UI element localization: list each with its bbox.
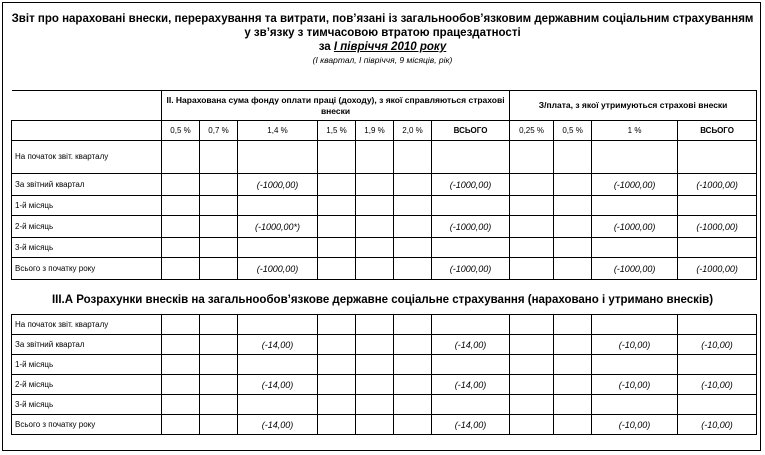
value-cell[interactable]: (-10,00)	[678, 335, 757, 355]
row-label: 2-й місяць	[12, 216, 162, 238]
rate-header-cell: 0,5 %	[162, 121, 200, 141]
value-cell[interactable]	[356, 315, 394, 335]
rate-label-cell	[12, 121, 162, 141]
value-cell[interactable]	[200, 196, 238, 216]
row-label: На початок звіт. кварталу	[12, 315, 162, 335]
table-row	[12, 238, 757, 258]
rate-header-cell: 1 %	[592, 121, 678, 141]
value-cell[interactable]	[238, 196, 318, 216]
value-cell[interactable]	[200, 375, 238, 395]
row-label: За звітний квартал	[12, 174, 162, 196]
value-cell[interactable]	[394, 315, 432, 335]
value-cell[interactable]	[318, 315, 356, 335]
value-cell[interactable]: (-1000,00)	[592, 216, 678, 238]
value-cell[interactable]	[554, 174, 592, 196]
value-cell[interactable]	[356, 335, 394, 355]
value-cell[interactable]	[318, 258, 356, 280]
value-cell[interactable]	[162, 375, 200, 395]
rate-header-cell: ВСЬОГО	[678, 121, 757, 141]
value-cell[interactable]	[554, 216, 592, 238]
value-cell[interactable]	[356, 395, 394, 415]
value-cell[interactable]	[510, 141, 554, 174]
value-cell[interactable]: (-1000,00)	[432, 216, 510, 238]
value-cell[interactable]	[200, 216, 238, 238]
corner-cell	[12, 91, 162, 121]
value-cell[interactable]	[356, 375, 394, 395]
value-cell[interactable]: (-1000,00*)	[238, 216, 318, 238]
value-cell[interactable]: (-10,00)	[592, 375, 678, 395]
value-cell[interactable]	[510, 238, 554, 258]
table-row	[12, 355, 757, 375]
group2-header: З/плата, з якої утримуються страхові внески	[510, 91, 757, 121]
value-cell[interactable]	[238, 355, 318, 375]
value-cell[interactable]	[510, 335, 554, 355]
value-cell[interactable]	[356, 174, 394, 196]
value-cell[interactable]	[554, 238, 592, 258]
value-cell[interactable]	[592, 355, 678, 375]
value-cell[interactable]	[200, 238, 238, 258]
value-cell[interactable]	[510, 395, 554, 415]
value-cell[interactable]	[162, 335, 200, 355]
value-cell[interactable]	[678, 315, 757, 335]
value-cell[interactable]	[510, 174, 554, 196]
value-cell[interactable]	[200, 258, 238, 280]
value-cell[interactable]	[592, 238, 678, 258]
value-cell[interactable]: (-1000,00)	[678, 216, 757, 238]
value-cell[interactable]	[394, 174, 432, 196]
value-cell[interactable]	[394, 395, 432, 415]
value-cell[interactable]	[510, 196, 554, 216]
value-cell[interactable]	[318, 216, 356, 238]
value-cell[interactable]	[318, 355, 356, 375]
value-cell[interactable]	[678, 141, 757, 174]
value-cell[interactable]	[318, 141, 356, 174]
value-cell[interactable]	[394, 375, 432, 395]
value-cell[interactable]	[394, 415, 432, 435]
value-cell[interactable]: (-1000,00)	[238, 258, 318, 280]
value-cell[interactable]	[162, 258, 200, 280]
value-cell[interactable]	[238, 315, 318, 335]
value-cell[interactable]	[162, 315, 200, 335]
table-row	[12, 415, 757, 435]
value-cell[interactable]	[394, 216, 432, 238]
value-cell[interactable]	[554, 335, 592, 355]
value-cell[interactable]	[554, 375, 592, 395]
value-cell[interactable]: (-10,00)	[592, 335, 678, 355]
table-row	[12, 335, 757, 355]
rate-header-cell: 0,7 %	[200, 121, 238, 141]
value-cell[interactable]: (-1000,00)	[678, 174, 757, 196]
value-cell[interactable]	[510, 415, 554, 435]
value-cell[interactable]	[394, 141, 432, 174]
value-cell[interactable]	[592, 141, 678, 174]
value-cell[interactable]	[592, 196, 678, 216]
value-cell[interactable]: (-1000,00)	[592, 258, 678, 280]
rate-header-cell: 2,0 %	[394, 121, 432, 141]
value-cell[interactable]	[394, 238, 432, 258]
value-cell[interactable]: (-10,00)	[678, 375, 757, 395]
title-period-prefix: за	[318, 41, 334, 53]
value-cell[interactable]	[162, 196, 200, 216]
value-cell[interactable]	[394, 355, 432, 375]
value-cell[interactable]	[238, 238, 318, 258]
value-cell[interactable]	[200, 355, 238, 375]
value-cell[interactable]: (-10,00)	[592, 415, 678, 435]
value-cell[interactable]: (-1000,00)	[592, 174, 678, 196]
value-cell[interactable]	[678, 355, 757, 375]
table-row	[12, 174, 757, 196]
table-row	[12, 375, 757, 395]
value-cell[interactable]	[432, 395, 510, 415]
value-cell[interactable]	[510, 355, 554, 375]
value-cell[interactable]	[432, 238, 510, 258]
value-cell[interactable]: (-1000,00)	[432, 258, 510, 280]
row-label: За звітний квартал	[12, 335, 162, 355]
value-cell[interactable]	[238, 395, 318, 415]
value-cell[interactable]	[318, 335, 356, 355]
group1-header: II. Нарахована сума фонду оплати праці (доходу), з якої справляються страхові внески	[162, 91, 510, 121]
value-cell[interactable]	[162, 174, 200, 196]
value-cell[interactable]	[200, 141, 238, 174]
value-cell[interactable]: (-1000,00)	[432, 174, 510, 196]
rate-header-cell: 1,5 %	[318, 121, 356, 141]
value-cell[interactable]	[356, 216, 394, 238]
value-cell[interactable]	[356, 238, 394, 258]
value-cell[interactable]	[162, 141, 200, 174]
table-row	[12, 315, 757, 335]
title-period-line	[0, 40, 765, 54]
value-cell[interactable]: (-1000,00)	[238, 174, 318, 196]
value-cell[interactable]	[554, 395, 592, 415]
value-cell[interactable]	[318, 395, 356, 415]
value-cell[interactable]	[162, 415, 200, 435]
value-cell[interactable]	[554, 355, 592, 375]
value-cell[interactable]	[554, 258, 592, 280]
value-cell[interactable]: (-1000,00)	[678, 258, 757, 280]
row-label: На початок звіт. кварталу	[12, 141, 162, 174]
table-row	[12, 141, 757, 174]
value-cell[interactable]	[162, 395, 200, 415]
title-period-hint: (I квартал, I півріччя, 9 місяців, рік)	[312, 55, 453, 65]
value-cell[interactable]	[394, 335, 432, 355]
value-cell[interactable]	[554, 196, 592, 216]
row-label: Всього з початку року	[12, 415, 162, 435]
value-cell[interactable]	[162, 355, 200, 375]
rate-header-cell: 0,25 %	[510, 121, 554, 141]
title-line-2: у зв’язку з тимчасовою втратою працездатності	[244, 27, 521, 39]
value-cell[interactable]	[318, 196, 356, 216]
value-cell[interactable]	[356, 258, 394, 280]
value-cell[interactable]	[432, 315, 510, 335]
value-cell[interactable]	[200, 415, 238, 435]
value-cell[interactable]	[432, 196, 510, 216]
value-cell[interactable]: (-14,00)	[238, 335, 318, 355]
rate-header-cell: 0,5 %	[554, 121, 592, 141]
value-cell[interactable]	[678, 238, 757, 258]
value-cell[interactable]	[394, 196, 432, 216]
value-cell[interactable]	[356, 141, 394, 174]
row-label: Всього з початку року	[12, 258, 162, 280]
value-cell[interactable]	[356, 415, 394, 435]
value-cell[interactable]	[592, 395, 678, 415]
row-label: 1-й місяць	[12, 355, 162, 375]
contributions-table	[11, 314, 757, 435]
value-cell[interactable]	[510, 258, 554, 280]
value-cell[interactable]	[510, 216, 554, 238]
value-cell[interactable]: (-14,00)	[238, 415, 318, 435]
table-row	[12, 216, 757, 238]
value-cell[interactable]	[200, 395, 238, 415]
value-cell[interactable]	[592, 315, 678, 335]
value-cell[interactable]: (-14,00)	[432, 415, 510, 435]
value-cell[interactable]: (-14,00)	[432, 375, 510, 395]
row-label: 2-й місяць	[12, 375, 162, 395]
table-row	[12, 258, 757, 280]
value-cell[interactable]	[318, 174, 356, 196]
table-row	[12, 196, 757, 216]
value-cell[interactable]	[554, 415, 592, 435]
value-cell[interactable]	[356, 196, 394, 216]
title-period: I півріччя 2010 року	[333, 41, 447, 53]
value-cell[interactable]	[554, 141, 592, 174]
value-cell[interactable]	[200, 174, 238, 196]
row-label: 3-й місяць	[12, 395, 162, 415]
value-cell[interactable]	[678, 395, 757, 415]
value-cell[interactable]	[238, 141, 318, 174]
title-line-1: Звіт про нараховані внески, перерахування та витрати, пов’язані із загальнообов’язковим державним соціальним страхуванням	[11, 13, 754, 25]
row-label: 1-й місяць	[12, 196, 162, 216]
value-cell[interactable]	[162, 238, 200, 258]
value-cell[interactable]	[318, 238, 356, 258]
value-cell[interactable]	[200, 335, 238, 355]
value-cell[interactable]	[510, 375, 554, 395]
value-cell[interactable]	[318, 375, 356, 395]
table-row	[12, 395, 757, 415]
value-cell[interactable]	[318, 415, 356, 435]
value-cell[interactable]	[432, 355, 510, 375]
value-cell[interactable]	[200, 315, 238, 335]
rate-header-cell: 1,9 %	[356, 121, 394, 141]
value-cell[interactable]	[554, 315, 592, 335]
value-cell[interactable]	[510, 315, 554, 335]
value-cell[interactable]	[678, 196, 757, 216]
value-cell[interactable]	[432, 141, 510, 174]
value-cell[interactable]: (-14,00)	[238, 375, 318, 395]
value-cell[interactable]	[394, 258, 432, 280]
row-label: 3-й місяць	[12, 238, 162, 258]
rate-header-cell: 1,4 %	[238, 121, 318, 141]
section-3a-title: III.А Розрахунки внесків на загальнообов’язкове державне соціальне страхування (нараховано і утримано внесків)	[51, 294, 714, 306]
value-cell[interactable]	[162, 216, 200, 238]
fund-payroll-table	[11, 90, 757, 280]
value-cell[interactable]	[356, 355, 394, 375]
value-cell[interactable]: (-10,00)	[678, 415, 757, 435]
report-title	[0, 12, 765, 66]
value-cell[interactable]: (-14,00)	[432, 335, 510, 355]
rate-header-cell: ВСЬОГО	[432, 121, 510, 141]
